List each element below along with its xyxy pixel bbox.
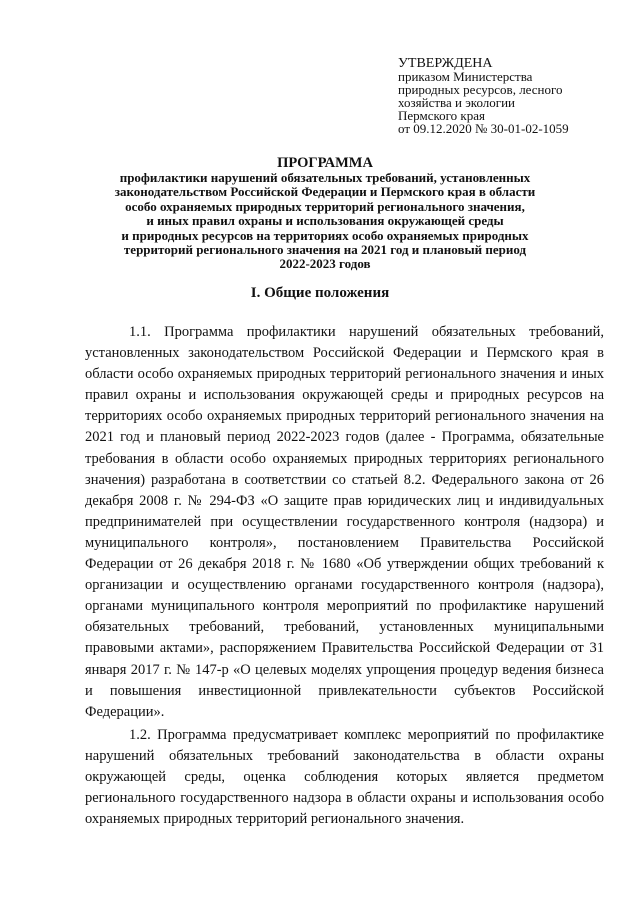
approval-stamp: УТВЕРЖДЕНА <box>398 56 493 71</box>
document-title: ПРОГРАММА <box>277 155 373 171</box>
subject-line: и природных ресурсов на территориях особо охраняемых природных <box>121 227 529 243</box>
subject-line: территорий регионального значения на 2021 год и плановый период <box>123 242 527 258</box>
approval-line: Пермского края <box>398 108 485 123</box>
body-text <box>85 322 604 830</box>
approval-order-number: от 09.12.2020 № 30-01-02-1059 <box>398 121 569 136</box>
subject-line: профилактики нарушений обязательных требований, установленных <box>119 170 531 185</box>
program-heading <box>60 156 590 272</box>
section-heading: I. Общие положения <box>250 285 390 301</box>
subject-line: законодательством Российской Федерации и Пермского края в области <box>114 184 536 200</box>
approval-line: приказом Министерства <box>398 69 533 84</box>
approval-line: природных ресурсов, лесного <box>398 82 563 97</box>
approval-line: хозяйства и экологии <box>398 95 516 110</box>
subject-line: и иных правил охраны и использования окружающей среды <box>146 213 504 229</box>
subject-line: 2022-2023 годов <box>279 256 371 272</box>
subject-line: особо охраняемых природных территорий регионального значения, <box>125 198 525 214</box>
approval-block <box>398 57 569 135</box>
paragraph-1-2: 1.2. Программа предусматривает комплекс мероприятий по профилактике нарушений обязательных требований законодательства в области охраны окружающей среды, оценка соблюдения которых является предметом регионального государственного надзора в области охраны и использования особо охраняемых природных территорий регионального значения. <box>85 726 604 828</box>
paragraph-1-1: 1.1. Программа профилактики нарушений обязательных требований, установленных законодательством Российской Федерации и Пермского края в области особо охраняемых природных территорий регионального значения и иных правил охраны и использования окружающей среды и природных ресурсов на территориях особо охраняемых природных территорий регионального значения на 2021 год и плановый период 2022-2023 годов (далее - Программа, обязательные требования в области особо охраняемых природных территориях регионального значения) разработана в соответствии со статьей 8.2. Федерального закона от 26 декабря 2008 г. № 294-ФЗ «О защите прав юридических лиц и индивидуальных предпринимателей при осуществлении государственного контроля (надзора) и муниципального контроля», постановлением Правительства Российской Федерации от 26 декабря 2018 г. № 1680 «Об утверждении общих требований к организации и осуществлению органами государственного контроля (надзора), органами муниципального контроля мероприятий по профилактике нарушений обязательных требований, требований, установленных муниципальными правовыми актами», распоряжением Правительства Российской Федерации от 31 января 2017 г. № 147-р «О целевых моделях упрощения процедур ведения бизнеса и повышения инвестиционной привлекательности субъектов Российской Федерации». <box>85 324 604 720</box>
